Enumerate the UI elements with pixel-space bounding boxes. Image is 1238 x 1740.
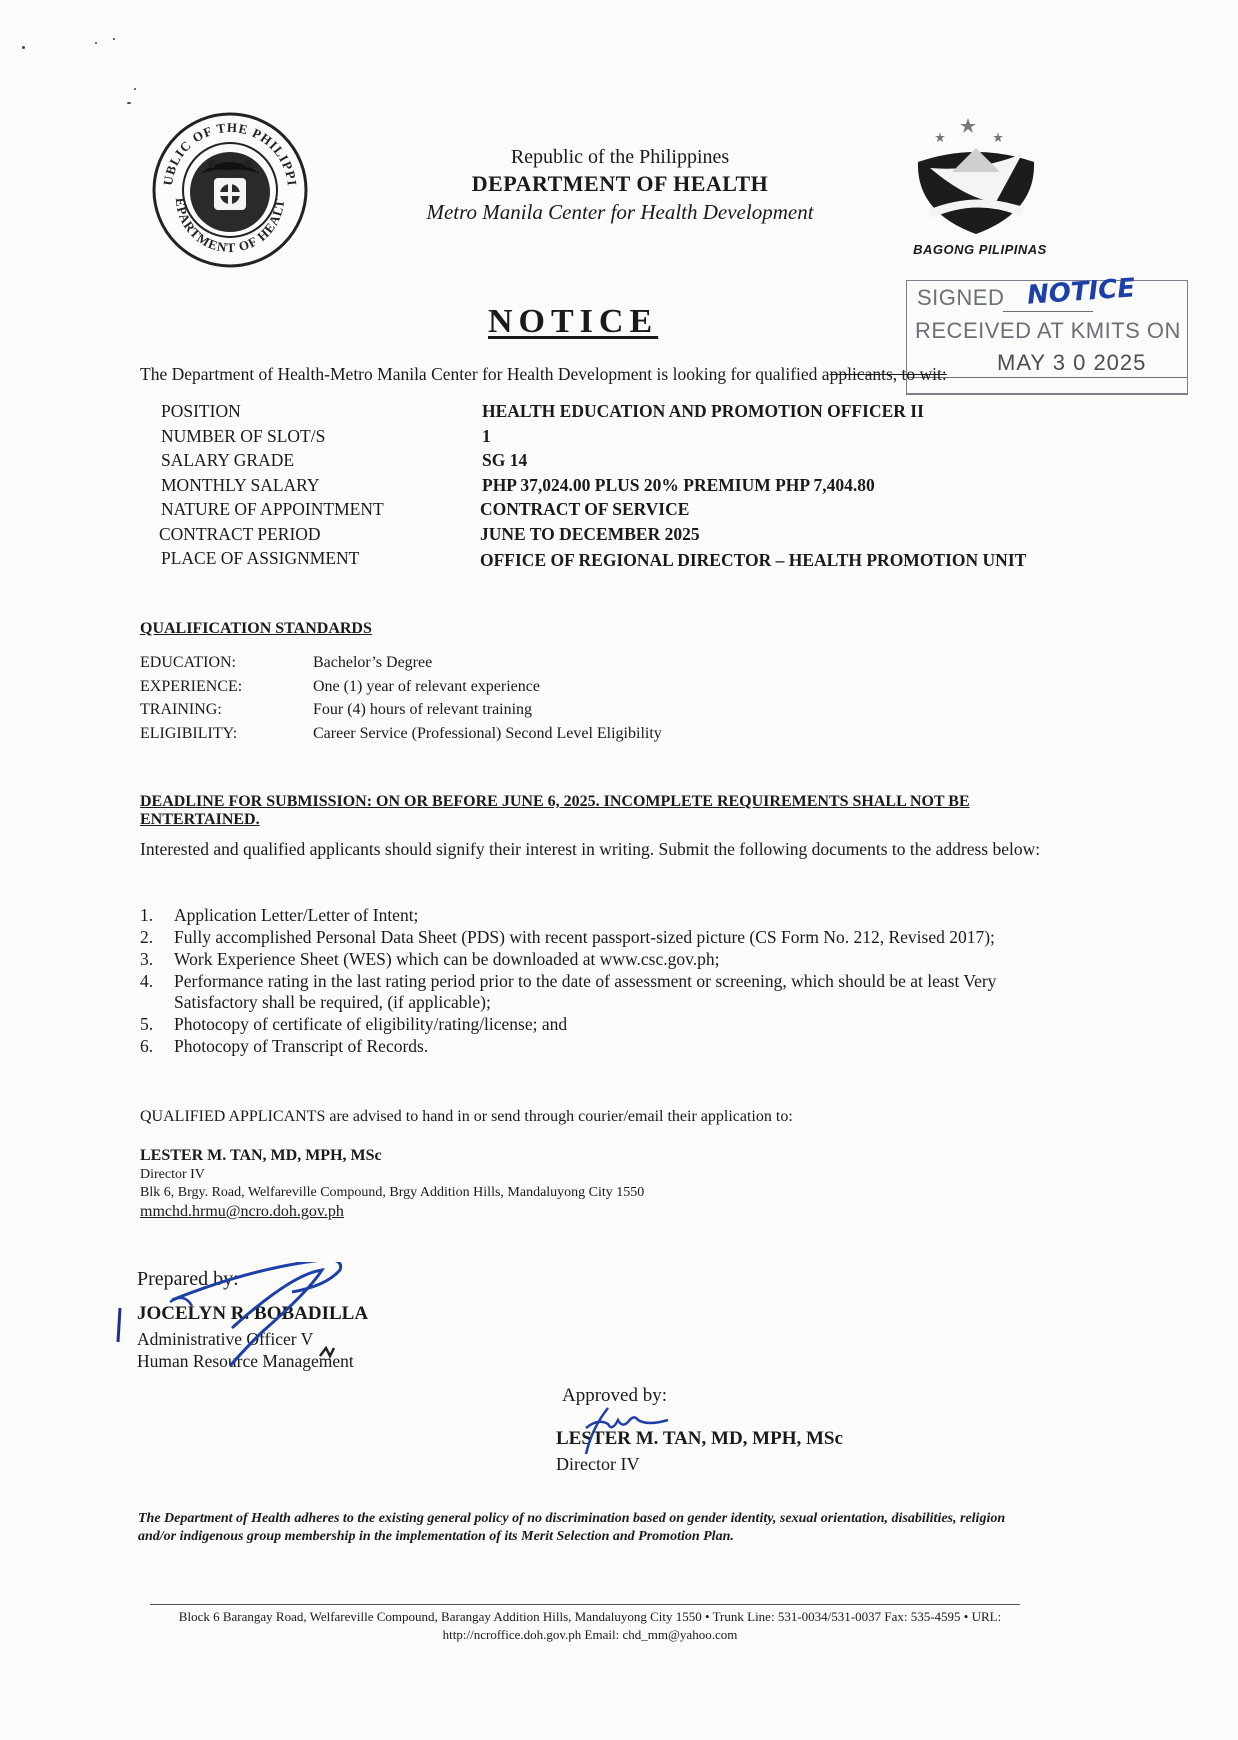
approved-label: Approved by: bbox=[562, 1385, 668, 1406]
policy-statement: The Department of Health adheres to the existing general policy of no discrimination based on gender identity, sexual orientation, disabilities, religion and/or indigenous group membership in the implementation of its Merit Selection and Promotion Plan. bbox=[138, 1511, 1006, 1544]
letterhead bbox=[330, 144, 910, 226]
approver-name: LESTER M. TAN, MD, MPH, MSc bbox=[556, 1428, 843, 1449]
qualification-title: QUALIFICATION STANDARDS bbox=[140, 620, 372, 637]
list-item: 6. Photocopy of Transcript of Records. bbox=[140, 1036, 429, 1056]
addressee-title: Director IV bbox=[140, 1167, 205, 1182]
republic-line: Republic of the Philippines bbox=[510, 146, 730, 168]
preparer-office: Human Resource Management bbox=[137, 1351, 354, 1371]
list-item: 2. Fully accomplished Personal Data Sheet (PDS) with recent passport-sized picture (CS Form No. 212, Revised 2017); bbox=[140, 927, 995, 947]
email-link[interactable]: mmchd.hrmu@ncro.doh.gov.ph bbox=[140, 1203, 344, 1220]
addressee-address: Blk 6, Brgy. Road, Welfareville Compound, Brgy Addition Hills, Mandaluyong City 1550 bbox=[140, 1185, 645, 1200]
requirements-list bbox=[140, 905, 1045, 1058]
approver-position: Director IV bbox=[556, 1454, 640, 1474]
intro-text: The Department of Health-Metro Manila Center for Health Development is looking for qualified applicants, to wit: bbox=[140, 364, 947, 384]
preparer-position: Administrative Officer V bbox=[137, 1329, 314, 1349]
list-item: 1. Application Letter/Letter of Intent; bbox=[140, 905, 419, 925]
stamp-received: RECEIVED AT KMITS ON bbox=[915, 318, 1181, 343]
svg-text:REPUBLIC OF THE PHILIPPINES: UBLIC OF THE PHILIPPI bbox=[160, 119, 300, 188]
bagong-pilipinas-logo bbox=[908, 112, 1044, 242]
addressee-block bbox=[140, 1146, 644, 1222]
list-item: 3. Work Experience Sheet (WES) which can be downloaded at www.csc.gov.ph; bbox=[140, 949, 720, 969]
doh-seal bbox=[150, 110, 310, 270]
footer-contact: Block 6 Barangay Road, Welfareville Compound, Barangay Addition Hills, Mandaluyong City 1550 • Trunk Line: 531-0034/531-0037 Fax: 535-4595 • URL: http://ncroffice.doh.gov.ph Email: chd_mm@yahoo.com bbox=[178, 1609, 1002, 1642]
stamp-date: MAY 3 0 2025 bbox=[997, 350, 1147, 375]
stamp-signed: SIGNED bbox=[917, 285, 1005, 310]
notice-title: NOTICE bbox=[488, 303, 659, 340]
addressee-name: LESTER M. TAN, MD, MPH, MSc bbox=[140, 1147, 382, 1164]
received-stamp bbox=[906, 273, 1188, 395]
bagong-pilipinas-text: BAGONG PILIPINAS bbox=[913, 242, 1047, 257]
department-name: DEPARTMENT OF HEALTH bbox=[471, 171, 769, 196]
deadline-notice: DEADLINE FOR SUBMISSION: ON OR BEFORE JUNE 6, 2025. INCOMPLETE REQUIREMENTS SHALL NOT BE ENTERTAINED. bbox=[140, 793, 970, 828]
instructions-text: Interested and qualified applicants should signify their interest in writing. Submit the following documents to the address below: bbox=[140, 839, 1041, 859]
list-item: 4. Performance rating in the last rating period prior to the date of assessment or screening, which should be at least Very Satisfactory shall be required, (if applicable); bbox=[140, 971, 997, 1012]
intro-struck-text: pplicants, to wit: bbox=[829, 364, 947, 384]
approver-signature bbox=[578, 1398, 698, 1458]
svg-text:DEPARTMENT OF HEALTH: EPARTMENT OF HEALT bbox=[172, 197, 288, 256]
prepared-label: Prepared by: bbox=[137, 1268, 239, 1290]
footer-divider bbox=[150, 1604, 1020, 1605]
stamp-handwritten-note: NOTICE bbox=[1026, 273, 1137, 311]
list-item: 5. Photocopy of certificate of eligibility/rating/license; and bbox=[140, 1014, 568, 1034]
preparer-name: JOCELYN R. BOBADILLA bbox=[137, 1303, 369, 1324]
preparer-signature bbox=[112, 1262, 372, 1372]
center-name: Metro Manila Center for Health Development bbox=[426, 200, 814, 224]
advisory-text: QUALIFIED APPLICANTS are advised to hand in or send through courier/email their application to: bbox=[140, 1108, 793, 1125]
